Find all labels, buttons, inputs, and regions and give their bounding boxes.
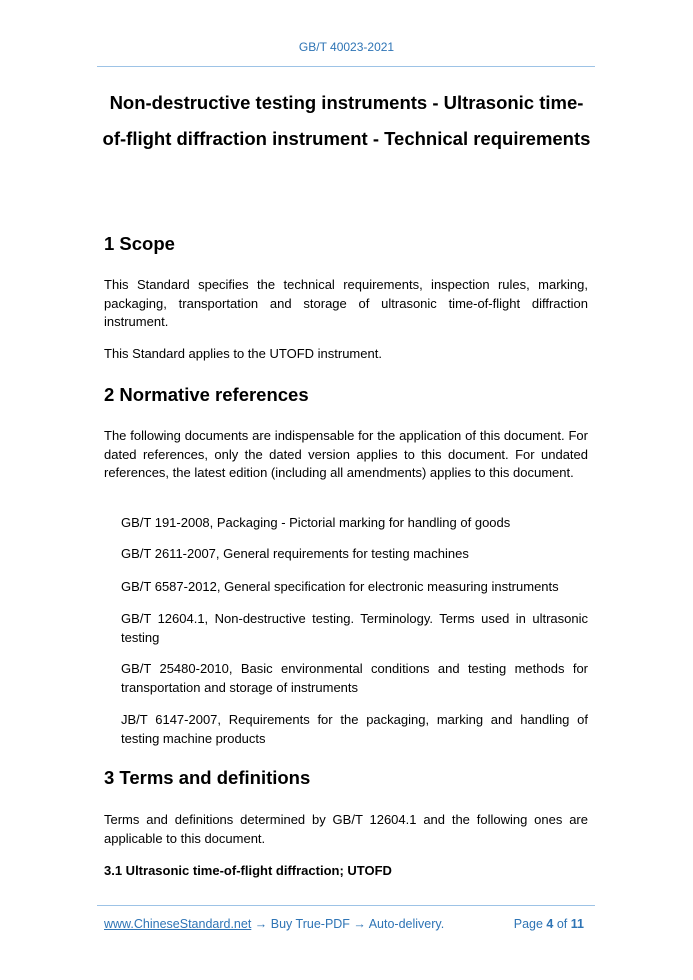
of-label: of <box>556 917 568 931</box>
footer-site-link[interactable]: www.ChineseStandard.net <box>104 917 252 931</box>
terms-intro-paragraph: Terms and definitions determined by GB/T 12604.1 and the following ones are applicable to this document. <box>104 812 588 846</box>
header-standard-code: GB/T 40023-2021 <box>298 40 395 54</box>
document-title: Non-destructive testing instruments - Ultrasonic time-of-flight diffraction instrument - Technical requirements <box>102 92 591 149</box>
scope-paragraph-2: This Standard applies to the UTOFD instrument. <box>104 346 382 361</box>
section-heading-terms-definitions: 3 Terms and definitions <box>104 767 311 788</box>
reference-item: GB/T 25480-2010, Basic environmental conditions and testing methods for transportation and storage of instruments <box>121 661 588 695</box>
reference-item: GB/T 6587-2012, General specification for electronic measuring instruments <box>121 579 559 594</box>
section-heading-normative-references: 2 Normative references <box>104 384 309 405</box>
normative-intro-paragraph: The following documents are indispensable for the application of this document. For dated references, only the dated version applies to this document. For undated references, the latest edition (including all amendments) applies to this document. <box>104 428 588 480</box>
footer <box>104 916 584 932</box>
page-label: Page <box>513 917 543 931</box>
reference-item: GB/T 12604.1, Non-destructive testing. Terminology. Terms used in ultrasonic testing <box>121 611 588 645</box>
page-number: 4 <box>546 917 554 931</box>
subsection-heading-3-1: 3.1 Ultrasonic time-of-flight diffraction; UTOFD <box>104 863 392 878</box>
reference-item: GB/T 2611-2007, General requirements for testing machines <box>121 546 469 561</box>
reference-item: GB/T 191-2008, Packaging - Pictorial marking for handling of goods <box>121 515 511 530</box>
page-total: 11 <box>570 917 584 931</box>
footer-promo-text: → Buy True-PDF → Auto-delivery. <box>251 917 445 931</box>
page-indicator <box>514 916 584 932</box>
reference-item: JB/T 6147-2007, Requirements for the packaging, marking and handling of testing machine products <box>121 712 588 746</box>
header-divider <box>97 66 595 67</box>
section-heading-scope: 1 Scope <box>104 233 175 254</box>
footer-divider <box>97 905 595 906</box>
scope-paragraph-1: This Standard specifies the technical requirements, inspection rules, marking, packaging, transportation and storage of ultrasonic time-of-flight diffraction instrument. <box>104 277 588 329</box>
